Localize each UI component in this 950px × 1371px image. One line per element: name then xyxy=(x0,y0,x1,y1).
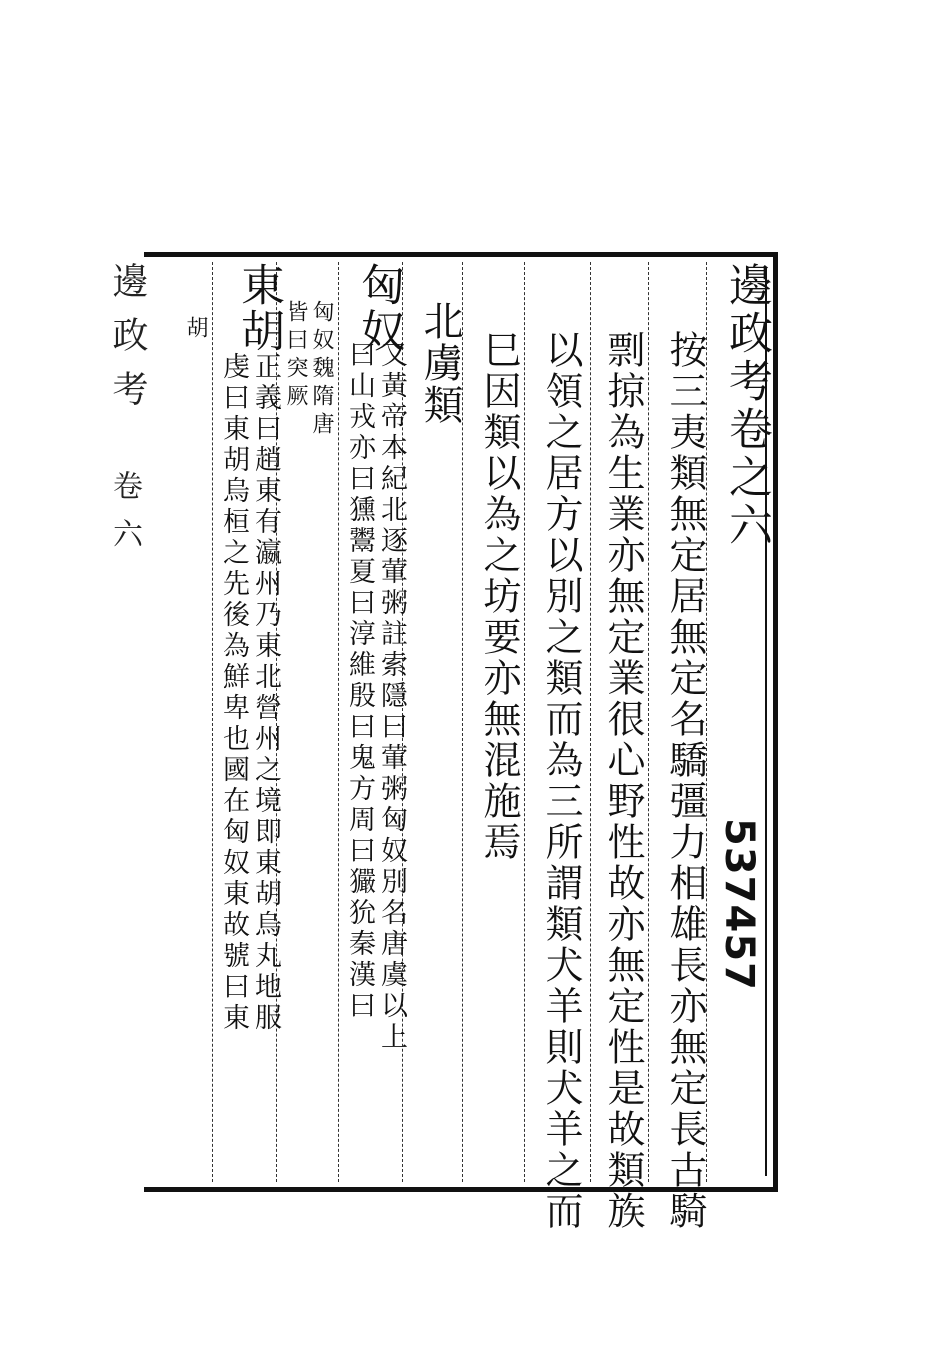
section-heading: 北虜類 xyxy=(417,300,463,426)
column-rule xyxy=(338,262,339,1182)
entry-name-xiongnu: 匈奴 xyxy=(353,262,404,354)
entry-note: 曰山戎亦曰獯鬻夏曰淳維殷曰鬼方周曰玁狁秦漢曰 xyxy=(344,340,375,1022)
intro-line-2: 剽掠為生業亦無定業很心野性故亦無定性是故類族 xyxy=(601,330,645,1232)
chapter-title: 邊政考卷之六 xyxy=(721,262,772,550)
entry-note: 虔曰東胡烏桓之先後為鮮卑也國在匈奴東故號曰東 xyxy=(218,352,249,1034)
entry-note: 又黃帝本紀北逐葷粥註索隱曰葷粥匈奴別名唐虞以上 xyxy=(376,340,407,1053)
catalog-number: 537457 xyxy=(716,818,762,991)
entry-note: 正義曰趙東有瀛州乃東北營州之境即東胡烏丸地服 xyxy=(250,352,281,1034)
intro-line-3: 以領之居方以別之類而為三所謂類犬羊則犬羊之而 xyxy=(539,330,583,1232)
margin-fragment: 胡 xyxy=(183,316,208,341)
column-rule xyxy=(212,262,213,1182)
margin-book-title: 邊政考 xyxy=(107,262,148,424)
entry-sub-note: 皆曰突厥 xyxy=(283,300,308,412)
column-rule xyxy=(590,262,591,1182)
entry-name-donghu: 東胡 xyxy=(233,262,284,354)
margin-fascicle: 卷六 xyxy=(107,470,142,566)
intro-line-4: 巳因類以為之坊要亦無混施焉 xyxy=(477,330,521,863)
entry-sub-note: 匈奴魏隋唐 xyxy=(309,300,334,440)
intro-line-1: 按三夷類無定居無定名驕彊力相雄長亦無定長古騎 xyxy=(663,330,707,1232)
